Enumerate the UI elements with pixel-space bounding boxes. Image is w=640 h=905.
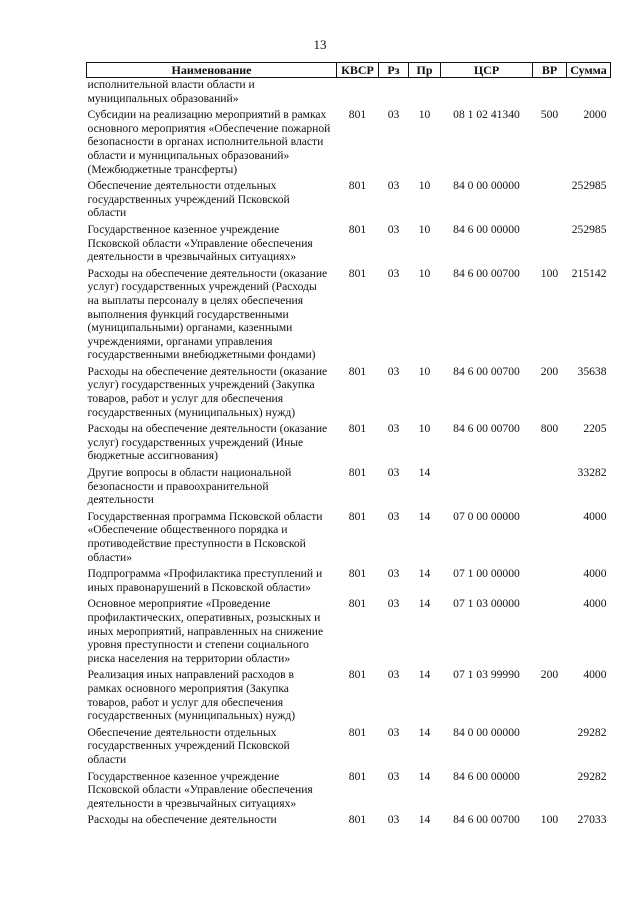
- cell-vr: [533, 179, 567, 223]
- cell-name: Расходы на обеспечение деятельности (оказание услуг) государственных учреждений (Иные бюджетные ассигнования): [87, 422, 328, 463]
- cell-name: Государственная программа Псковской области «Обеспечение общественного порядка и противодействие преступности в Псковской области»: [87, 509, 323, 564]
- cell-csr: 84 6 00 00700: [453, 813, 520, 827]
- cell-name: Государственное казенное учреждение Псковской области «Управление обеспечения деятельности в чрезвычайных ситуациях»: [87, 222, 313, 264]
- cell-sum: 252985: [571, 179, 607, 193]
- cell-csr: [441, 466, 533, 510]
- cell-csr: 84 0 00 00000: [453, 179, 520, 193]
- cell-vr: [533, 597, 567, 668]
- cell-vr: 200: [540, 668, 559, 682]
- cell-sum: 4000: [583, 567, 607, 581]
- cell-rz: 03: [387, 509, 400, 523]
- cell-sum: 33282: [577, 466, 607, 480]
- cell-csr: 07 1 03 00000: [453, 597, 520, 611]
- cell-kvsr: 801: [348, 597, 367, 611]
- cell-csr: 08 1 02 41340: [453, 108, 520, 122]
- cell-rz: 03: [387, 179, 400, 193]
- cell-csr: 07 0 00 00000: [453, 509, 520, 523]
- cell-rz: 03: [387, 364, 400, 378]
- cell-sum: 35638: [577, 364, 607, 378]
- table-row: [87, 422, 611, 466]
- header-name: Наименование: [87, 63, 337, 78]
- cell-kvsr: 801: [348, 813, 367, 827]
- cell-kvsr: 801: [348, 509, 367, 523]
- cell-pr: 14: [418, 769, 431, 783]
- cell-csr: 84 6 00 00700: [453, 364, 520, 378]
- cell-vr: [533, 770, 567, 814]
- cell-rz: 03: [387, 597, 400, 611]
- header-sum: Сумма: [567, 63, 611, 78]
- cell-csr: 84 0 00 00000: [453, 725, 520, 739]
- header-rz: Рз: [379, 63, 409, 78]
- cell-name: Подпрограмма «Профилактика преступлений и иных правонарушений в Псковской области»: [87, 567, 323, 594]
- cell-vr: [533, 510, 567, 567]
- cell-pr: 14: [418, 668, 431, 682]
- cell-pr: 14: [418, 597, 431, 611]
- cell-pr: 14: [418, 725, 431, 739]
- cell-pr: 14: [418, 509, 431, 523]
- cell-kvsr: 801: [348, 668, 367, 682]
- table-row: [87, 668, 611, 725]
- table-row: [87, 179, 611, 223]
- table-row: [87, 223, 611, 267]
- cell-kvsr: 801: [348, 567, 367, 581]
- cell-rz: 03: [387, 769, 400, 783]
- cell-name: Расходы на обеспечение деятельности (оказание услуг) государственных учреждений (Закупка товаров, работ и услуг для обеспечения государственных (муниципальных) нужд): [87, 364, 328, 419]
- cell-rz: 03: [387, 725, 400, 739]
- header-pr: Пр: [409, 63, 441, 78]
- cell-pr: 14: [418, 813, 431, 827]
- cell-sum: 4000: [583, 668, 607, 682]
- cell-rz: 03: [387, 813, 400, 827]
- budget-table: [86, 62, 611, 830]
- cell-name: Другие вопросы в области национальной безопасности и правоохранительной деятельности: [87, 466, 292, 507]
- cell-rz: 03: [387, 108, 400, 122]
- cell-pr: 10: [418, 108, 431, 122]
- cell-name: Обеспечение деятельности отдельных государственных учреждений Псковской области: [87, 725, 290, 766]
- cell-name: Обеспечение деятельности отдельных государственных учреждений Псковской области: [87, 179, 290, 220]
- cell-sum: 2205: [583, 422, 607, 436]
- cell-name: Расходы на обеспечение деятельности (оказание услуг) государственных учреждений (Расходы на выплаты персоналу в целях обеспечения выполнения функций государственными (муниципальными) органами, казенными учреждениями, органами управления государственными внебюджетными фондами): [87, 266, 328, 362]
- page-number: 13: [313, 37, 327, 52]
- cell-name: Субсидии на реализацию мероприятий в рамках основного мероприятия «Обеспечение пожарной безопасности в органах исполнительной власти области и муниципальных образований» (Межбюджетные трансферты): [87, 108, 331, 176]
- cell-vr: [533, 567, 567, 597]
- cell-kvsr: 801: [348, 422, 367, 436]
- cell-csr: 07 1 03 99990: [453, 668, 520, 682]
- cell-pr: 14: [418, 466, 431, 480]
- cell-rz: 03: [387, 567, 400, 581]
- cell-vr: 200: [540, 364, 559, 378]
- cell-rz: 03: [387, 466, 400, 480]
- cell-name: Основное мероприятие «Проведение профилактических, оперативных, розыскных и иных мероприятий, направленных на снижение уровня преступности и степени социального риска населения на территории области»: [87, 597, 324, 665]
- header-vr: ВР: [533, 63, 567, 78]
- cell-vr: 100: [540, 813, 559, 827]
- cell-kvsr: 801: [348, 466, 367, 480]
- table-row: [87, 510, 611, 567]
- table-row: [87, 567, 611, 597]
- cell-csr: 84 6 00 00000: [453, 769, 520, 783]
- cell-sum: 4000: [583, 509, 607, 523]
- cell-pr: 10: [418, 179, 431, 193]
- cell-pr: 14: [418, 567, 431, 581]
- cell-rz: 03: [387, 422, 400, 436]
- cell-pr: 10: [418, 222, 431, 236]
- header-kvsr: КВСР: [337, 63, 379, 78]
- cell-pr: 10: [418, 364, 431, 378]
- cell-csr: 84 6 00 00000: [453, 222, 520, 236]
- cell-kvsr: 801: [348, 179, 367, 193]
- cell-name: Реализация иных направлений расходов в рамках основного мероприятия (Закупка товаров, работ и услуг для обеспечения государственных (муниципальных) нужд): [87, 668, 296, 723]
- cell-name: Расходы на обеспечение деятельности: [87, 813, 277, 827]
- cell-kvsr: 801: [348, 108, 367, 122]
- cell-sum: 252985: [571, 222, 607, 236]
- header-csr: ЦСР: [441, 63, 533, 78]
- table-row: [87, 365, 611, 422]
- cell-sum: 29282: [577, 725, 607, 739]
- cell-vr: 500: [540, 108, 559, 122]
- cell-vr: [533, 466, 567, 510]
- cell-rz: 03: [387, 266, 400, 280]
- cell-pr: 10: [418, 266, 431, 280]
- table-row: [87, 597, 611, 668]
- continuation-row: [87, 78, 611, 109]
- continuation-text: исполнительной власти области и муниципальных образований»: [87, 78, 255, 105]
- cell-csr: 84 6 00 00700: [453, 422, 520, 436]
- cell-csr: 07 1 00 00000: [453, 567, 520, 581]
- cell-sum: 2000: [583, 108, 607, 122]
- cell-rz: 03: [387, 222, 400, 236]
- cell-sum: 29282: [577, 769, 607, 783]
- cell-vr: [533, 726, 567, 770]
- cell-kvsr: 801: [348, 364, 367, 378]
- table-row: [87, 267, 611, 365]
- cell-csr: 84 6 00 00700: [453, 266, 520, 280]
- cell-sum: 27033: [577, 813, 607, 827]
- table-row: [87, 466, 611, 510]
- cell-vr: 100: [540, 266, 559, 280]
- cell-kvsr: 801: [348, 769, 367, 783]
- cell-sum: 4000: [583, 597, 607, 611]
- cell-vr: [533, 223, 567, 267]
- table-header-row: [87, 63, 611, 78]
- cell-vr: 800: [540, 422, 559, 436]
- cell-sum: 215142: [571, 266, 607, 280]
- table-row: [87, 813, 611, 830]
- cell-kvsr: 801: [348, 222, 367, 236]
- table-row: [87, 770, 611, 814]
- cell-pr: 10: [418, 422, 431, 436]
- table-row: [87, 726, 611, 770]
- cell-kvsr: 801: [348, 725, 367, 739]
- cell-name: Государственное казенное учреждение Псковской области «Управление обеспечения деятельности в чрезвычайных ситуациях»: [87, 769, 313, 810]
- cell-rz: 03: [387, 668, 400, 682]
- cell-kvsr: 801: [348, 266, 367, 280]
- table-row: [87, 108, 611, 179]
